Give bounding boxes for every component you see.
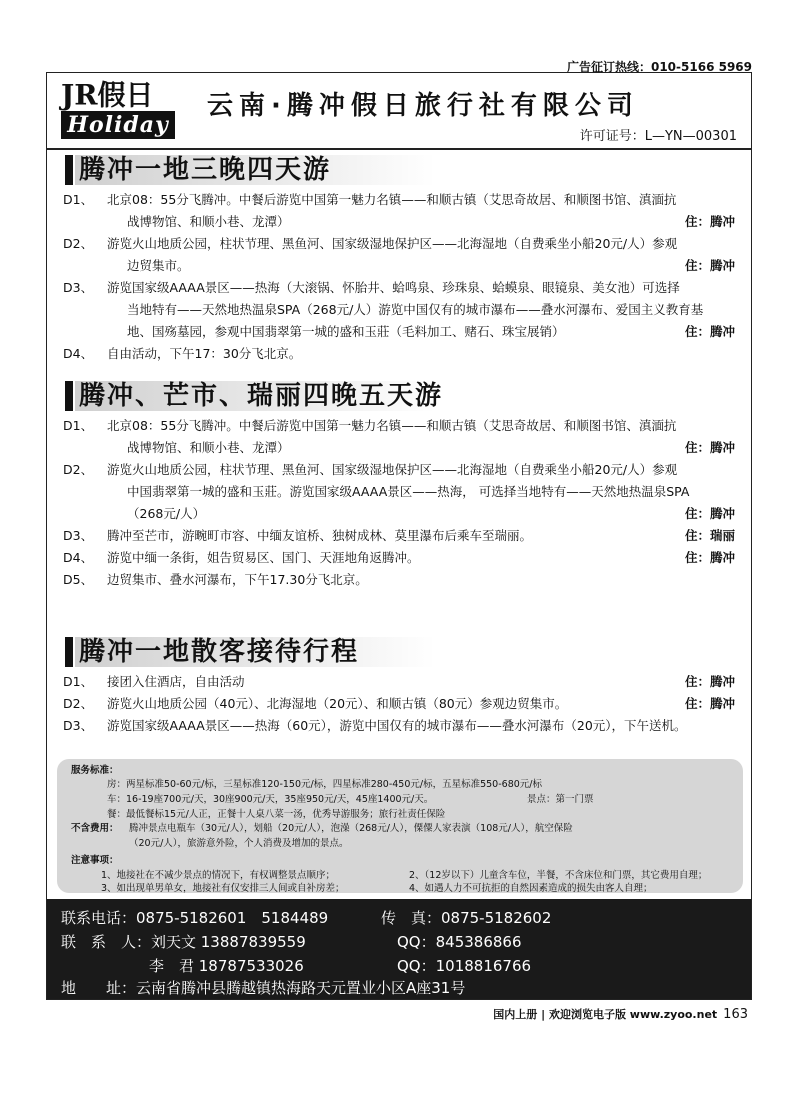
day-label: D3、	[63, 718, 94, 733]
day-label: D1、	[63, 192, 94, 207]
day-description: 北京08：55分飞腾冲。中餐后游览中国第一魅力名镇——和顺古镇（艾思奇故居、和顺图书馆、滇湎抗	[107, 418, 677, 433]
logo-holiday-text: Holiday	[61, 111, 175, 139]
day-label: D5、	[63, 572, 94, 587]
overnight-location: 住：腾冲	[684, 214, 735, 229]
overnight-location: 住：腾冲	[684, 674, 735, 689]
note-1: 1、地接社在不减少景点的情况下，有权调整景点顺序；	[101, 870, 336, 881]
section-title: 腾冲、芒市、瑞丽四晚五天游	[79, 381, 444, 411]
itinerary-section	[47, 633, 751, 737]
contact-person-2: 李 君 18787533026	[149, 957, 304, 975]
note-2: 2、（12岁以下）儿童含车位，半餐，不含床位和门票，其它费用自理；	[409, 870, 708, 881]
overnight-location: 住：腾冲	[684, 258, 735, 273]
contact-person-1: 联 系 人：刘天文 13887839559	[61, 933, 306, 951]
header	[47, 73, 751, 149]
exclusions-label: 不含费用：	[71, 823, 119, 834]
logo-jr-text: JR假日	[61, 78, 154, 112]
section-title: 腾冲一地三晚四天游	[79, 155, 332, 185]
header-divider	[47, 148, 751, 150]
note-3: 3、如出现单男单女，地接社有仅安排三人间或自补房差；	[101, 883, 345, 894]
section-title: 腾冲一地散客接待行程	[79, 637, 360, 667]
overnight-location: 住：腾冲	[684, 440, 735, 455]
itinerary-day	[47, 569, 751, 591]
itinerary-section	[47, 151, 751, 365]
contact-fax: 传 真：0875-5182602	[381, 909, 552, 927]
itinerary-section	[47, 377, 751, 591]
day-description: 接团入住酒店，自由活动	[107, 674, 245, 689]
heading-bar	[65, 637, 73, 667]
day-description: 游览国家级AAAA景区——热海（大滚锅、怀胎井、蛤鸣泉、珍珠泉、蛤蟆泉、眼镜泉、美女池）可选择	[107, 280, 680, 295]
service-meal: 餐：最低餐标15元/人正，正餐十人桌八菜一汤，优秀导游服务；旅行社责任保险	[107, 809, 446, 820]
overnight-location: 住：腾冲	[684, 696, 735, 711]
exclusions-line2: （20元/人），旅游意外险，个人消费及增加的景点。	[129, 838, 349, 849]
page-number: 163	[723, 1007, 748, 1022]
service-label: 服务标准：	[71, 765, 119, 776]
note-4: 4、如遇人力不可抗拒的自然因素造成的损失由客人自理；	[409, 883, 653, 894]
logo	[61, 77, 175, 145]
exclusions-line1: 腾冲景点电瓶车（30元/人），划船（20元/人），泡澡（268元/人），傈僳人家表演（108元/人），航空保险	[129, 823, 573, 834]
day-label: D2、	[63, 236, 94, 251]
contact-phone: 联系电话：0875-5182601 5184489	[61, 909, 329, 927]
day-label: D3、	[63, 528, 94, 543]
heading-bar	[65, 381, 73, 411]
itinerary-day	[47, 715, 751, 737]
day-description: 游览火山地质公园，柱状节理、黑鱼河、国家级湿地保护区——北海湿地（自费乘坐小船20元/人）参观	[107, 236, 678, 251]
contact-qq-1: QQ：845386866	[397, 933, 522, 951]
service-standard-box	[57, 759, 743, 893]
footer-text: 国内上册 | 欢迎浏览电子版 www.zyoo.net	[493, 1008, 718, 1021]
day-label: D2、	[63, 696, 94, 711]
itinerary-day	[47, 415, 751, 459]
overnight-location: 住：腾冲	[684, 506, 735, 521]
itinerary-day	[47, 525, 751, 547]
contact-qq-2: QQ：1018816766	[397, 957, 532, 975]
itinerary-day	[47, 343, 751, 365]
day-description: 游览火山地质公园，柱状节理、黑鱼河、国家级湿地保护区——北海湿地（自费乘坐小船20元/人）参观	[107, 462, 678, 477]
heading-bar	[65, 155, 73, 185]
contact-address: 地 址：云南省腾冲县腾越镇热海路天元置业小区A座31号	[61, 979, 466, 997]
day-description: （268元/人）	[127, 506, 206, 521]
service-ticket: 景点：第一门票	[527, 794, 594, 805]
itinerary-day	[47, 189, 751, 233]
service-room: 房：两星标准50-60元/标，三星标准120-150元/标，四星标准280-450元/标，五星标准550-680元/标	[107, 779, 542, 790]
day-description: 边贸集市、叠水河瀑布，下午17.30分飞北京。	[107, 572, 368, 587]
day-label: D2、	[63, 462, 94, 477]
day-description: 游览中缅一条街，姐告贸易区、国门、天涯地角返腾冲。	[107, 550, 420, 565]
day-label: D1、	[63, 418, 94, 433]
overnight-location: 住：瑞丽	[684, 528, 735, 543]
service-car: 车：16-19座700元/天，30座900元/天，35座950元/天，45座1400元/天。	[107, 794, 434, 805]
overnight-location: 住：腾冲	[684, 324, 735, 339]
day-label: D3、	[63, 280, 94, 295]
notes-label: 注意事项：	[71, 855, 119, 866]
day-description: 战博物馆、和顺小巷、龙潭）	[127, 440, 290, 455]
ad-frame	[46, 72, 752, 1000]
itinerary-day	[47, 277, 751, 343]
day-label: D4、	[63, 550, 94, 565]
day-label: D1、	[63, 674, 94, 689]
day-description: 战博物馆、和顺小巷、龙潭）	[127, 214, 290, 229]
overnight-location: 住：腾冲	[684, 550, 735, 565]
itinerary-day	[47, 233, 751, 277]
day-label: D4、	[63, 346, 94, 361]
section-heading	[65, 151, 751, 189]
day-description: 游览火山地质公园（40元）、北海湿地（20元）、和顺古镇（80元）参观边贸集市。	[107, 696, 568, 711]
itinerary-day	[47, 693, 751, 715]
day-description: 腾冲至芒市，游畹町市容、中缅友谊桥、独树成林、莫里瀑布后乘车至瑞丽。	[107, 528, 533, 543]
day-description: 北京08：55分飞腾冲。中餐后游览中国第一魅力名镇——和顺古镇（艾思奇故居、和顺图书馆、滇湎抗	[107, 192, 677, 207]
section-heading	[65, 377, 751, 415]
page-footer	[493, 1006, 748, 1022]
itinerary-day	[47, 547, 751, 569]
day-description: 游览国家级AAAA景区——热海（60元），游览中国仅有的城市瀑布——叠水河瀑布（20元），下午送机。	[107, 718, 687, 733]
section-heading	[65, 633, 751, 671]
itinerary-day	[47, 671, 751, 693]
company-name: 云南·腾冲假日旅行社有限公司	[207, 91, 639, 121]
ad-hotline: 广告征订热线：010-5166 5969	[566, 60, 752, 74]
day-description: 边贸集市。	[127, 258, 190, 273]
day-description: 当地特有——天然地热温泉SPA（268元/人）游览中国仅有的城市瀑布——叠水河瀑布、爱国主义教育基	[127, 302, 704, 317]
contact-panel	[47, 899, 751, 999]
license-number: 许可证号：L—YN—00301	[579, 129, 737, 144]
day-description: 地、国殇墓园，参观中国翡翠第一城的盛和玉莊（毛料加工、赌石、珠宝展销）	[127, 324, 565, 339]
itinerary-day	[47, 459, 751, 525]
day-description: 自由活动，下午17：30分飞北京。	[107, 346, 302, 361]
day-description: 中国翡翠第一城的盛和玉莊。游览国家级AAAA景区——热海， 可选择当地特有——天然地热温泉SPA	[127, 484, 690, 499]
